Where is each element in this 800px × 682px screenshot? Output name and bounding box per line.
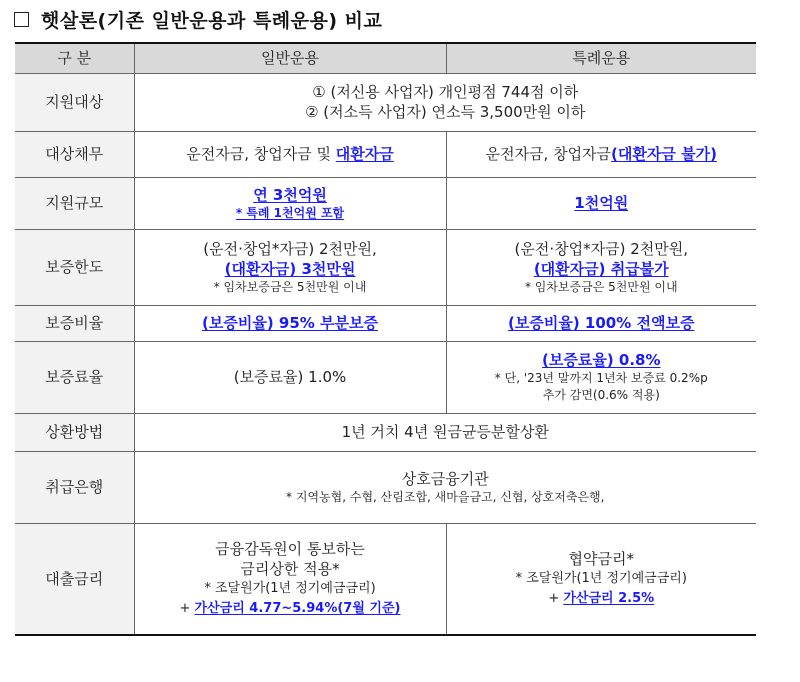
rate-general-line-3: * 조달원가(1년 정기예금금리) xyxy=(204,580,376,596)
rate-special-plus: + xyxy=(548,590,564,606)
header-special: 특례운용 xyxy=(446,43,756,73)
rate-special-line-1: 협약금리* xyxy=(568,549,634,568)
scale-general-main: 연 3천억원 xyxy=(253,185,327,204)
row-label-fee: 보증료율 xyxy=(15,341,134,413)
row-label-repayment: 상환방법 xyxy=(15,413,134,451)
scale-general-note: * 특례 1천억원 포함 xyxy=(235,205,345,220)
document-title xyxy=(14,5,382,33)
rate-special-highlight: 가산금리 2.5% xyxy=(563,590,655,606)
debt-general-cell xyxy=(134,131,446,177)
limit-special-line-1: (운전·창업*자금) 2천만원, xyxy=(514,239,688,258)
table-row-repayment xyxy=(15,413,756,451)
table-row-debt xyxy=(15,131,756,177)
ratio-general-cell xyxy=(134,305,446,341)
banks-cell xyxy=(134,451,756,523)
rate-special-cell xyxy=(446,523,756,635)
table-row-limit xyxy=(15,229,756,305)
banks-text: 상호금융기관 xyxy=(401,469,489,488)
row-label-debt: 대상채무 xyxy=(15,131,134,177)
title-text: 햇살론(기존 일반운용과 특례운용) 비교 xyxy=(41,9,383,32)
fee-special-note-2: 추가 감면(0.6% 적용) xyxy=(542,388,660,402)
scale-special-cell xyxy=(446,177,756,229)
table-row-eligibility xyxy=(15,73,756,131)
debt-general-text: 운전자금, 창업자금 및 xyxy=(186,145,336,163)
rate-general-cell xyxy=(134,523,446,635)
header-general: 일반운용 xyxy=(134,43,446,73)
rate-general-highlight: 가산금리 4.77~5.94%(7월 기준) xyxy=(194,600,401,616)
table-row-banks xyxy=(15,451,756,523)
fee-special-highlight: (보증료율) 0.8% xyxy=(542,351,661,369)
fee-general-cell xyxy=(134,341,446,413)
checkbox-square-icon xyxy=(14,12,29,27)
header-category: 구 분 xyxy=(15,43,134,73)
limit-special-highlight: (대환자금) 취급불가 xyxy=(533,259,669,278)
debt-special-highlight: (대환자금 불가) xyxy=(611,145,717,163)
limit-general-cell xyxy=(134,229,446,305)
eligibility-line-2: ② (저소득 사업자) 연소득 3,500만원 이하 xyxy=(305,103,586,121)
debt-special-cell xyxy=(446,131,756,177)
limit-special-note: * 임차보증금은 5천만원 이내 xyxy=(524,279,678,294)
limit-general-line-1: (운전·창업*자금) 2천만원, xyxy=(203,239,377,258)
banks-note: * 지역농협, 수협, 산림조합, 새마을금고, 신협, 상호저축은행, xyxy=(286,489,605,504)
fee-special-note-1: * 단, '23년 말까지 1년차 보증료 0.2%p xyxy=(494,371,708,385)
row-label-ratio: 보증비율 xyxy=(15,305,134,341)
debt-general-highlight: 대환자금 xyxy=(335,145,394,163)
table-header-row xyxy=(15,43,756,73)
ratio-special-value: (보증비율) 100% 전액보증 xyxy=(508,314,695,332)
eligibility-cell xyxy=(134,73,756,131)
ratio-special-cell xyxy=(446,305,756,341)
repayment-cell xyxy=(134,413,756,451)
table-row-rate xyxy=(15,523,756,635)
rate-special-line-2: * 조달원가(1년 정기예금금리) xyxy=(515,570,687,586)
row-label-scale: 지원규모 xyxy=(15,177,134,229)
fee-general-value: (보증료율) 1.0% xyxy=(233,368,347,386)
scale-general-cell xyxy=(134,177,446,229)
comparison-table xyxy=(15,42,756,636)
eligibility-line-1: ① (저신용 사업자) 개인평점 744점 이하 xyxy=(312,83,579,101)
rate-general-plus: + xyxy=(179,600,195,616)
limit-special-cell xyxy=(446,229,756,305)
row-label-limit: 보증한도 xyxy=(15,229,134,305)
row-label-banks: 취급은행 xyxy=(15,451,134,523)
repayment-text: 1년 거치 4년 원금균등분할상환 xyxy=(341,423,549,441)
scale-special-main: 1천억원 xyxy=(574,194,629,212)
fee-special-cell xyxy=(446,341,756,413)
rate-special-line-3 xyxy=(451,589,753,609)
rate-general-line-4 xyxy=(139,599,442,619)
rate-general-line-1: 금융감독원이 통보하는 xyxy=(215,539,365,558)
row-label-eligibility: 지원대상 xyxy=(15,73,134,131)
limit-general-highlight: (대환자금) 3천만원 xyxy=(224,259,356,278)
debt-special-text: 운전자금, 창업자금 xyxy=(485,145,612,163)
ratio-general-value: (보증비율) 95% 부분보증 xyxy=(202,314,378,332)
row-label-rate: 대출금리 xyxy=(15,523,134,635)
table-row-fee xyxy=(15,341,756,413)
rate-general-line-2: 금리상한 적용* xyxy=(240,559,340,578)
table-row-scale xyxy=(15,177,756,229)
limit-general-note: * 임차보증금은 5천만원 이내 xyxy=(213,279,367,294)
table-row-ratio xyxy=(15,305,756,341)
